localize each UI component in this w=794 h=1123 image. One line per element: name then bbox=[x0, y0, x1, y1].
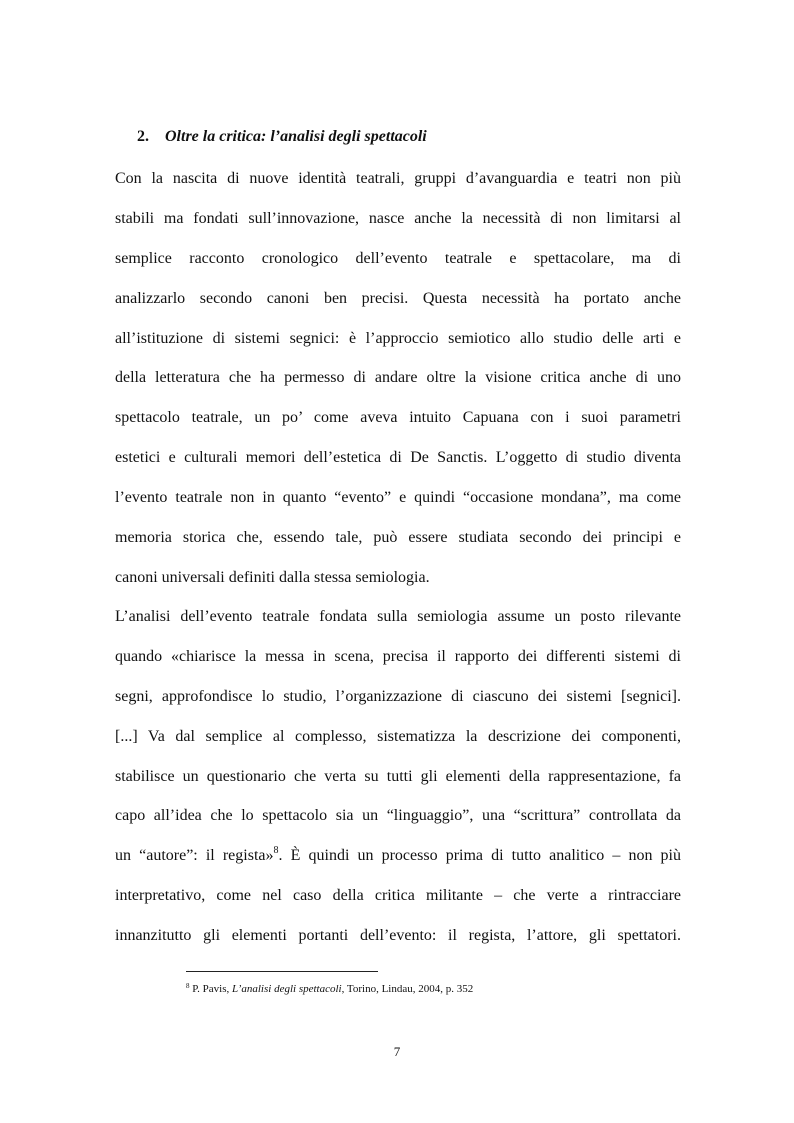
text-line: stabili ma fondati sull’innovazione, nasce anche la necessità di non limitarsi al bbox=[115, 210, 681, 227]
footnote-title: L’analisi degli spettacoli bbox=[232, 983, 342, 995]
text-line: estetici e culturali memori dell’estetica di De Sanctis. L’oggetto di studio diventa bbox=[115, 449, 681, 466]
text-line: quando «chiarisce la messa in scena, precisa il rapporto dei differenti sistemi di bbox=[115, 648, 681, 665]
footnote bbox=[186, 982, 473, 996]
text-line: memoria storica che, essendo tale, può essere studiata secondo dei principi e bbox=[115, 529, 681, 546]
text-line: capo all’idea che lo spettacolo sia un “linguaggio”, una “scrittura” controllata da bbox=[115, 807, 681, 824]
section-title: Oltre la critica: l’analisi degli spettacoli bbox=[165, 128, 427, 145]
footnote-separator bbox=[186, 971, 378, 972]
section-number: 2. bbox=[137, 128, 149, 145]
text-line: l’evento teatrale non in quanto “evento” e quindi “occasione mondana”, ma come bbox=[115, 489, 681, 506]
text-line: innanzitutto gli elementi portanti dell’evento: il regista, l’attore, gli spettatori. bbox=[115, 927, 681, 944]
footnote-reference[interactable]: 8 bbox=[273, 845, 279, 856]
page-number: 7 bbox=[393, 1044, 401, 1059]
text-line: semplice racconto cronologico dell’evento teatrale e spettacolare, ma di bbox=[115, 250, 681, 267]
footnote-author: P. Pavis, bbox=[189, 983, 232, 995]
text-line: stabilisce un questionario che verta su tutti gli elementi della rappresentazione, fa bbox=[115, 768, 681, 785]
text-line: L’analisi dell’evento teatrale fondata sulla semiologia assume un posto rilevante bbox=[115, 608, 681, 625]
section-heading bbox=[137, 128, 427, 146]
text-line: all’istituzione di sistemi segnici: è l’approccio semiotico allo studio delle arti e bbox=[115, 330, 681, 347]
text-line: interpretativo, come nel caso della critica militante – che verte a rintracciare bbox=[115, 887, 681, 904]
text-line: spettacolo teatrale, un po’ come aveva intuito Capuana con i suoi parametri bbox=[115, 409, 681, 426]
text-line: canoni universali definiti dalla stessa semiologia. bbox=[115, 569, 430, 586]
text-line: analizzarlo secondo canoni ben precisi. Questa necessità ha portato anche bbox=[115, 290, 681, 307]
text-line: della letteratura che ha permesso di andare oltre la visione critica anche di uno bbox=[115, 369, 681, 386]
text-line bbox=[115, 846, 681, 866]
line-text-after-note: . È quindi un processo prima di tutto analitico – non più bbox=[278, 847, 681, 864]
footnote-details: , Torino, Lindau, 2004, p. 352 bbox=[341, 983, 474, 995]
line-text-before-note: un “autore”: il regista» bbox=[115, 847, 274, 864]
text-line: Con la nascita di nuove identità teatrali, gruppi d’avanguardia e teatri non più bbox=[115, 170, 681, 187]
text-line: [...] Va dal semplice al complesso, sistematizza la descrizione dei componenti, bbox=[115, 728, 681, 745]
footnote-number: 8 bbox=[186, 982, 190, 990]
text-line: segni, approfondisce lo studio, l’organizzazione di ciascuno dei sistemi [segnici]. bbox=[115, 688, 681, 705]
